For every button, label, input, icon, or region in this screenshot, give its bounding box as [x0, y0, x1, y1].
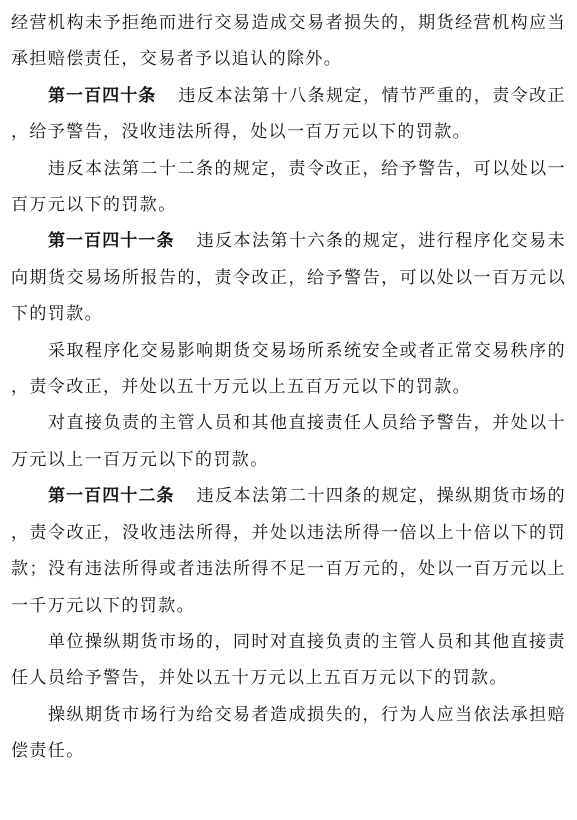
paragraph-text: 违反本法第十八条规定，情节严重的，责令改正，给予警告，没收违法所得，处以一百万元以下的罚款。 — [11, 85, 566, 143]
paragraph-text: 采取程序化交易影响期货交易场所系统安全或者正常交易秩序的，责令改正，并处以五十万元以上五百万元以下的罚款。 — [11, 340, 566, 398]
article-number: 第一百四十一条 — [48, 231, 175, 252]
paragraph-text: 违反本法第十六条的规定，进行程序化交易未向期货交易场所报告的，责令改正，给予警告，可以处以一百万元以下的罚款。 — [11, 231, 567, 325]
paragraph-text: 操纵期货市场行为给交易者造成损失的，行为人应当依法承担赔偿责任。 — [11, 704, 566, 762]
paragraph-text: 违反本法第二十二条的规定，责令改正，给予警告，可以处以一百万元以下的罚款。 — [11, 158, 566, 216]
document-body — [11, 5, 566, 770]
paragraph-continuation — [11, 5, 566, 78]
paragraph-text: 单位操纵期货市场的，同时对直接负责的主管人员和其他直接责任人员给予警告，并处以五十万元以上五百万元以下的罚款。 — [11, 631, 566, 689]
article-141-paragraph — [11, 223, 566, 332]
paragraph-text: 对直接负责的主管人员和其他直接责任人员给予警告，并处以十万元以上一百万元以下的罚款。 — [11, 413, 566, 470]
article-number: 第一百四十条 — [48, 85, 157, 106]
article-140-paragraph — [11, 78, 566, 151]
paragraph — [11, 697, 566, 770]
paragraph — [11, 151, 566, 224]
paragraph-text: 违反本法第二十四条的规定，操纵期货市场的，责令改正，没收违法所得，并处以违法所得一倍以上十倍以下的罚款；没有违法所得或者违法所得不足一百万元的，处以一百万元以上一千万元以下的罚款。 — [11, 486, 567, 616]
paragraph — [11, 624, 566, 697]
article-number: 第一百四十二条 — [48, 486, 175, 507]
paragraph — [11, 333, 566, 406]
paragraph — [11, 405, 566, 478]
paragraph-text: 经营机构未予拒绝而进行交易造成交易者损失的，期货经营机构应当承担赔偿责任，交易者予以追认的除外。 — [11, 13, 566, 70]
article-142-paragraph — [11, 478, 566, 624]
